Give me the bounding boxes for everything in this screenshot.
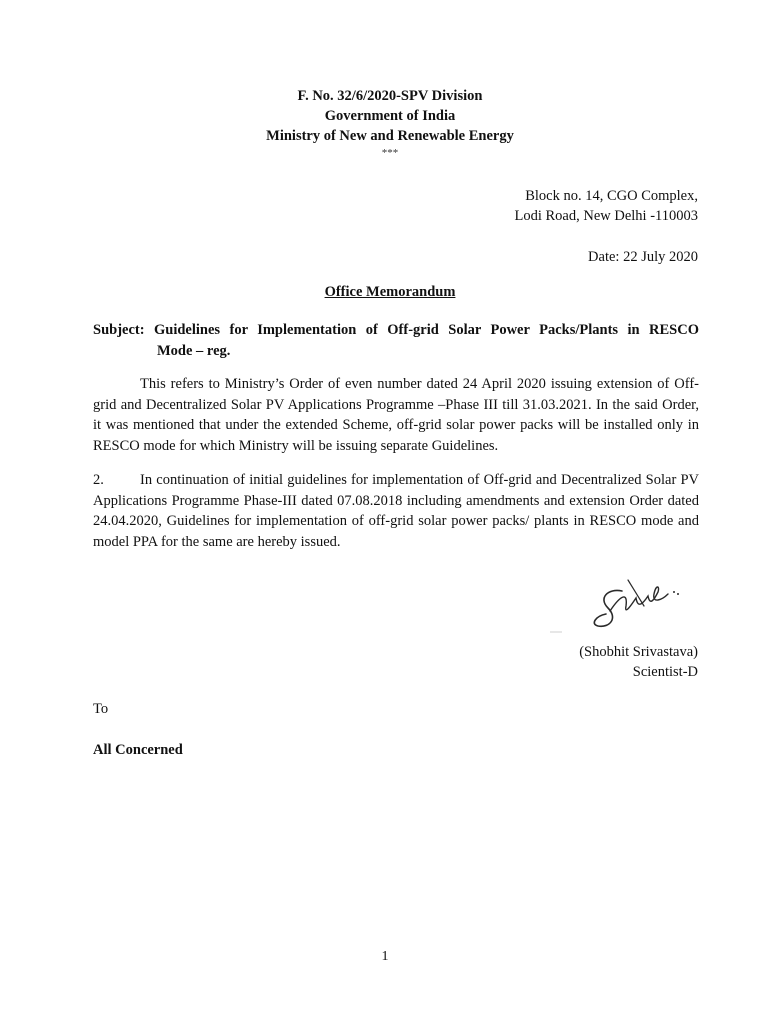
recipient: All Concerned [93,742,183,758]
signature-image [540,566,690,646]
subject-line-2: Mode – reg. [157,342,231,359]
separator-stars: *** [381,147,399,159]
signatory-name: (Shobhit Srivastava) [579,644,698,660]
address-line-2: Lodi Road, New Delhi -110003 [514,208,698,224]
paragraph-2-number: 2. [93,472,104,488]
page-number: 1 [381,949,389,964]
paragraph-2-text: In continuation of initial guidelines for implementation of Off-grid and Decentralized Solar PV Applications Programme Phase-III dated 07.08.2018 including amendments and extension Order dated 24.04.2020, Guidelines for implementation of off-grid solar power packs/ plants in RESCO mode and model PPA for the same are hereby issued. [93,472,699,550]
government-heading: Government of India [324,108,456,124]
paragraph-1: This refers to Ministry’s Order of even number dated 24 April 2020 issuing extension of Off-grid and Decentralized Solar PV Applications Programme –Phase III till 31.03.2021. In the said Order, it was mentioned that under the extended Scheme, off-grid solar power packs will be installed only in RESCO mode for which Ministry will be issuing separate Guidelines. [93,376,699,454]
memo-title: Office Memorandum [324,284,456,300]
to-label: To [93,701,109,717]
address-line-1: Block no. 14, CGO Complex, [525,188,698,204]
file-number: F. No. 32/6/2020-SPV Division [297,88,483,104]
ministry-heading: Ministry of New and Renewable Energy [266,128,514,144]
subject-line-1: Subject: Guidelines for Implementation of Off-grid Solar Power Packs/Plants in RESCO [93,322,699,338]
signatory-designation: Scientist-D [632,664,698,680]
memo-date: Date: 22 July 2020 [588,249,698,265]
paragraph-2 [93,470,699,552]
subject-block [93,320,699,361]
